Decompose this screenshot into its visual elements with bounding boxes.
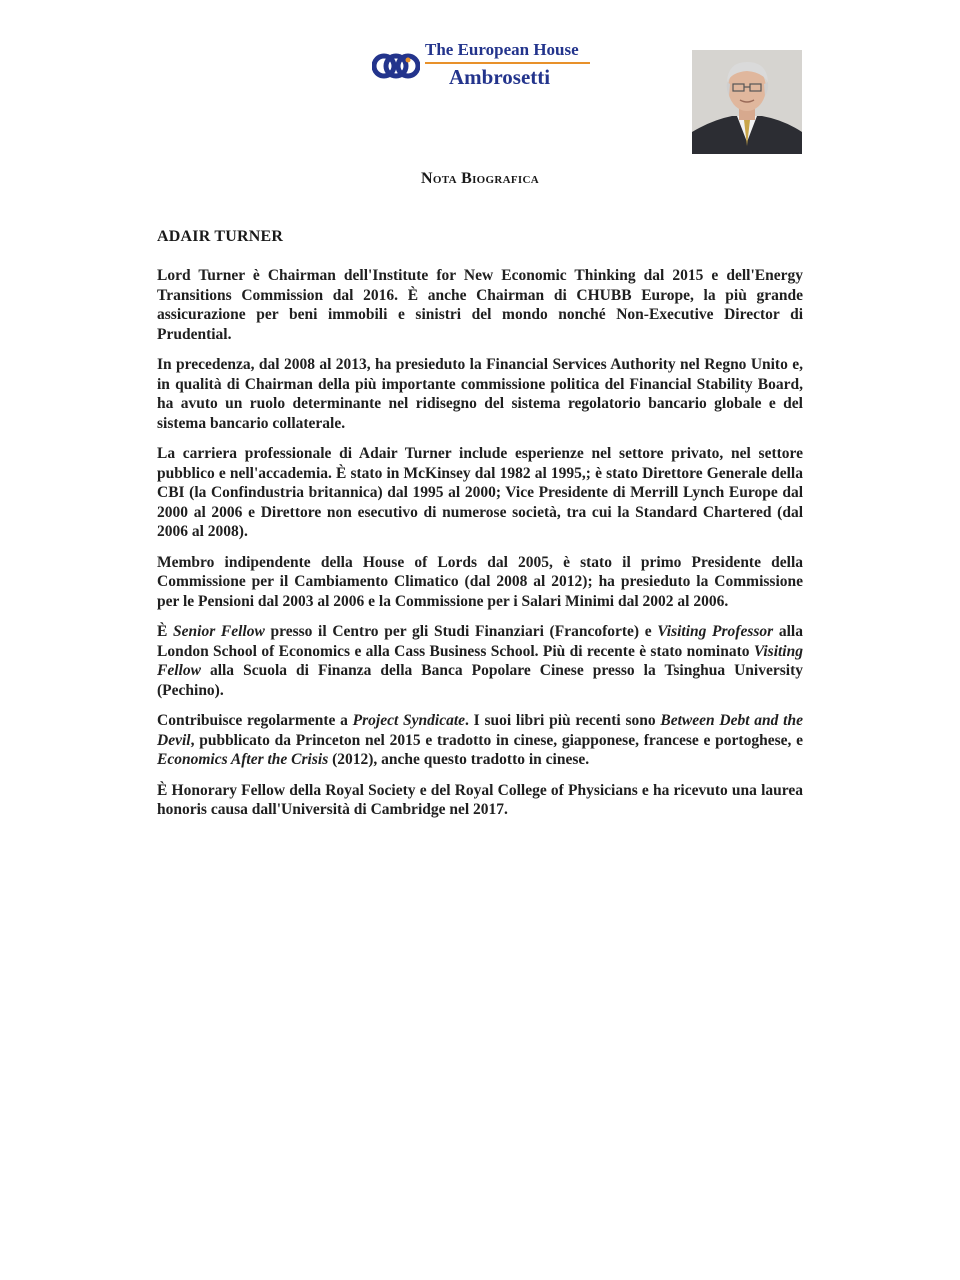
logo-divider: [425, 62, 590, 64]
p6-text-1: Contribuisce regolarmente a: [157, 712, 353, 729]
p6-text-2: . I suoi libri più recenti sono: [465, 712, 661, 729]
biography-text: [157, 266, 803, 831]
p5-italic-2: Visiting Professor: [657, 623, 774, 640]
bio-paragraph-6: [157, 711, 803, 770]
p5-text-2: presso il Centro per gli Studi Finanziari (Francoforte) e: [264, 623, 658, 640]
bio-paragraph-2: In precedenza, dal 2008 al 2013, ha presieduto la Financial Services Authority nel Regno Unito e, in qualità di Chairman della più importante commissione politica del Financial Stability Board, ha avuto un ruolo determinante nel ridisegno del sistema regolatorio bancario globale e del sistema bancario collaterale.: [157, 356, 803, 432]
company-logo: [372, 40, 602, 90]
document-heading: Nota Biografica: [421, 170, 539, 187]
p6-text-3: , pubblicato da Princeton nel 2015 e tradotto in cinese, giapponese, francese e portoghese, e: [190, 731, 803, 749]
portrait-photo: [692, 50, 802, 154]
bio-paragraph-3: La carriera professionale di Adair Turner include esperienze nel settore privato, nel settore pubblico e nell'accademia. È stato in McKinsey dal 1982 al 1995,; è stato Direttore Generale della CBI (la Confindustria britannica) dal 1995 al 2000; Vice Presidente di Merrill Lynch Europe dal 2000 al 2006 e Direttore non esecutivo di numerose società, tra cui la Standard Chartered (dal 2006 al 2008).: [157, 445, 803, 540]
ambrosetti-logo-icon: [372, 46, 420, 86]
logo-text-line1: The European House: [425, 40, 579, 59]
p5-text-3: alla London School of Economics e alla Cass Business School. Più di recente è stato nominato: [157, 623, 803, 660]
p5-italic-1: Senior Fellow: [173, 623, 265, 640]
bio-paragraph-4: Membro indipendente della House of Lords dal 2005, è stato il primo Presidente della Commissione per il Cambiamento Climatico (dal 2008 al 2012); ha presieduto la Commissione per le Pensioni dal 2003 al 2006 e la Commissione per i Salari Minimi dal 2002 al 2006.: [157, 553, 803, 610]
p6-italic-3: Economics After the Crisis: [157, 751, 329, 768]
logo-text-line2: Ambrosetti: [449, 65, 551, 89]
p6-italic-2: Between Debt and the Devil: [157, 712, 803, 749]
p6-italic-1: Project Syndicate: [352, 712, 466, 729]
p6-text-4: (2012), anche questo tradotto in cinese.: [328, 751, 590, 768]
bio-paragraph-7: È Honorary Fellow della Royal Society e del Royal College of Physicians e ha ricevuto una laurea honoris causa dall'Università di Cambridge nel 2017.: [157, 781, 803, 818]
portrait-photo-icon: [692, 50, 802, 154]
p5-text-4: alla Scuola di Finanza della Banca Popolare Cinese presso la Tsinghua University (Pechino).: [157, 662, 803, 699]
p5-text-1: È: [157, 623, 174, 640]
p5-italic-3: Visiting Fellow: [157, 642, 803, 679]
bio-paragraph-5: [157, 622, 803, 700]
bio-paragraph-1: Lord Turner è Chairman dell'Institute for New Economic Thinking dal 2015 e dell'Energy Transitions Commission dal 2016. È anche Chairman di CHUBB Europe, la più grande assicurazione per beni immobili e sinistri del mondo nonché Non-Executive Director di Prudential.: [157, 267, 803, 343]
person-name: ADAIR TURNER: [157, 228, 284, 245]
